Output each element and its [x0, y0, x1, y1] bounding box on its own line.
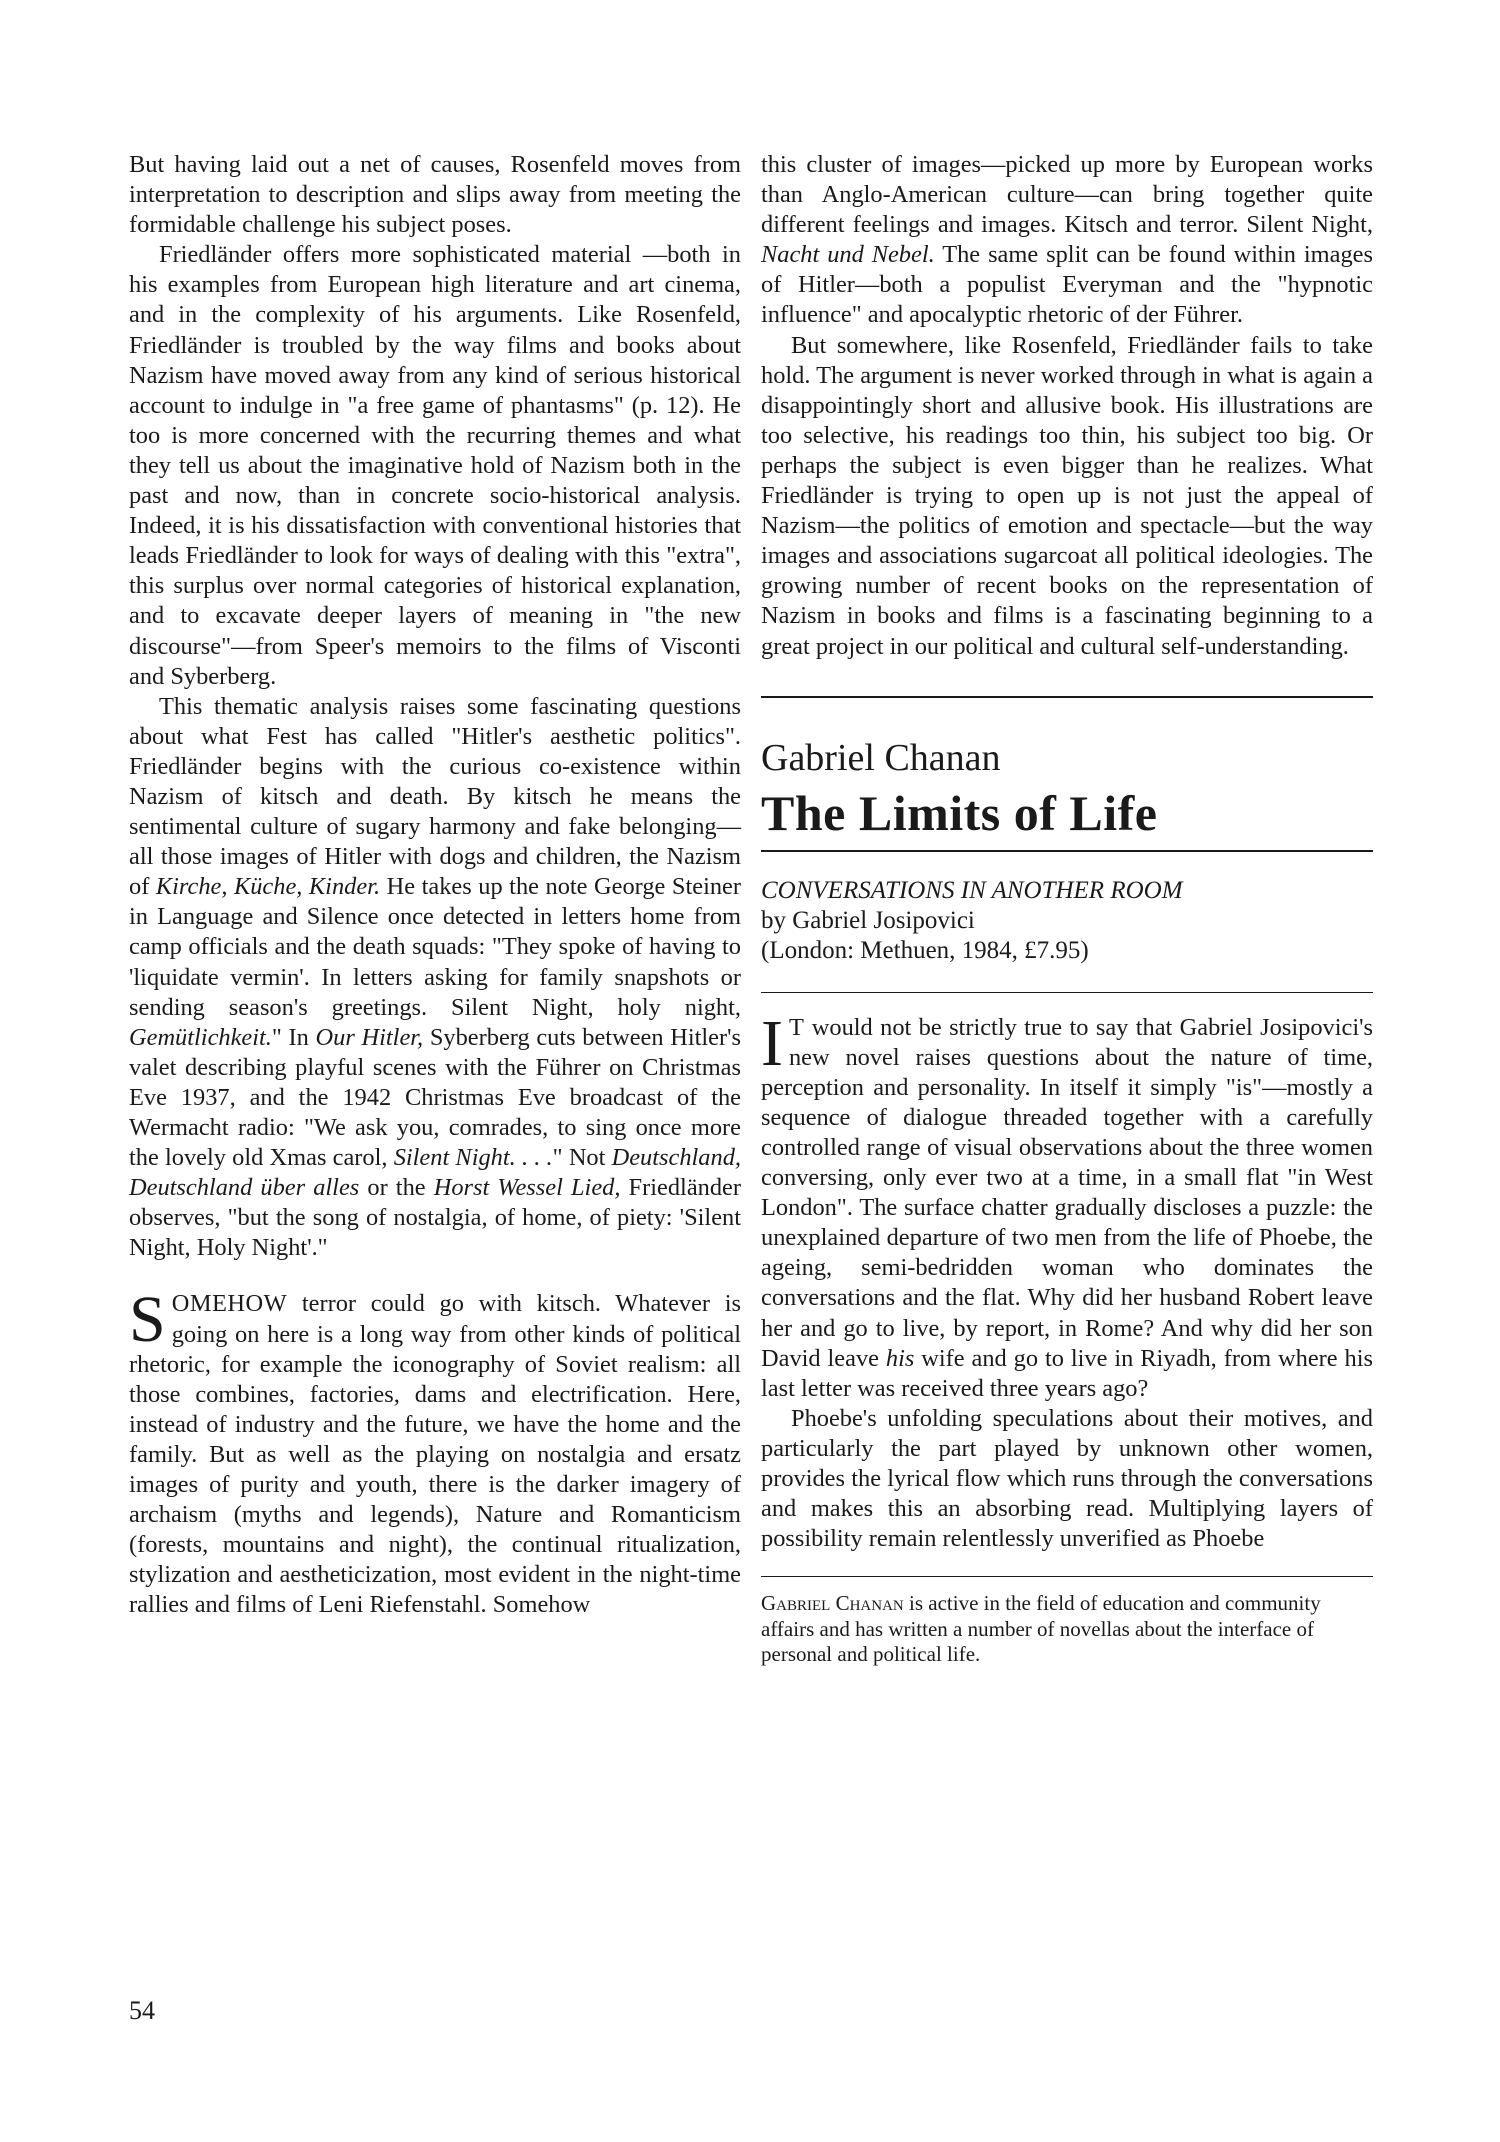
paragraph: But having laid out a net of causes, Rosenfeld moves from interpretation to description and slips away from meeting the formidable challenge his subject poses. [129, 151, 741, 239]
paragraph: Friedländer offers more sophisticated material —both in his examples from European high literature and art cinema, and in the complexity of his arguments. Like Rosenfeld, Friedländer is troubled by the way films and books about Nazism have moved away from any kind of serious historical account to indulge in "a free game of phantasms" (p. 12). He too is more concerned with the recurring themes and what they tell us about the imaginative hold of Nazism both in the past and now, than in concrete socio-historical analysis. Indeed, it is his dissatisfaction with conventional histories that leads Friedländer to look for ways of dealing with this "extra", this surplus over normal categories of historical explanation, and to excavate deeper layers of meaning in "the new discourse"—from Speer's memoirs to the films of Visconti and Syberberg. [129, 241, 741, 690]
book-info [761, 876, 1373, 966]
bio-divider [761, 1576, 1373, 1577]
paragraph: But somewhere, like Rosenfeld, Friedländer fails to take hold. The argument is never worked through in what is again a disappointingly short and allusive book. His illustrations are too selective, his readings too thin, his subject too big. Or perhaps the subject is even bigger than he realizes. What Friedländer is trying to open up is not just the appeal of Nazism—the politics of emotion and spectacle—but the way images and associations sugarcoat all political ideologies. The growing number of recent books on the representation of Nazism in books and films is a fascinating beginning to a great project in our political and cultural self-understanding. [761, 331, 1373, 660]
section-gap [129, 1263, 741, 1289]
paragraph: This thematic analysis raises some fascinating questions about what Fest has called "Hitler's aesthetic politics". Friedländer begins with the curious co-existence within Nazism of kitsch and death. By kitsch he means the sentimental culture of sugary harmony and fake belonging—all those images of Hitler with dogs and children, the Nazism of Kirche, Küche, Kinder. He takes up the note George Steiner in Language and Silence once detected in letters home from camp officials and the death squads: "They spoke of having to 'liquidate vermin'. In letters asking for family snapshots or sending season's greetings. Silent Night, holy night, Gemütlichkeit." In Our Hitler, Syberberg cuts between Hitler's valet describing playful scenes with the Führer on Christmas Eve 1937, and the 1942 Christmas Eve broadcast of the Wermacht radio: "We ask you, comrades, to sing once more the lovely old Xmas carol, Silent Night. . . ." Not Deutschland, Deutschland über alles or the Horst Wessel Lied, Friedländer observes, "but the song of nostalgia, of home, of piety: 'Silent Night, Holy Night'." [129, 692, 741, 1262]
paragraph: SOMEHOW terror could go with kitsch. Whatever is going on here is a long way from other kinds of political rhetoric, for example the iconography of Soviet realism: all those combines, factories, dams and electrification. Here, instead of industry and the future, we have the home and the family. But as well as the playing on nostalgia and ersatz images of purity and youth, there is the darker imagery of archaism (myths and legends), Nature and Romanticism (forests, mountains and night), the continual ritualization, stylization and aestheticization, most evident in the night-time rallies and films of Leni Riefenstahl. Somehow [129, 1283, 741, 1619]
bookinfo-divider [761, 992, 1373, 993]
author-bio: Gabriel Chanan is active in the field of education and community affairs and has written a number of novellas about the interface of personal and political life. [761, 1591, 1321, 1667]
left-column [129, 150, 741, 1621]
right-column [761, 150, 1373, 1668]
book-author: by Gabriel Josipovici [761, 906, 975, 934]
article-title: The Limits of Life [761, 784, 1158, 841]
paragraph: I T would not be strictly true to say that Gabriel Josipovici's new novel raises questions about the nature of time, perception and personality. In itself it simply "is"—mostly a sequence of dialogue threaded together with a carefully controlled range of visual observations about the three women conversing, only ever two at a time, in a small flat "in West London". The surface chatter gradually discloses a puzzle: the unexplained departure of two men from the life of Phoebe, the ageing, semi-bedridden woman who dominates the conversations and the flat. Why did her husband Robert leave her and go to live, by report, in Rome? And why did her son David leave his wife and go to live in Riyadh, from where his last letter was received three years ago? [761, 1006, 1373, 1402]
review-author: Gabriel Chanan [761, 736, 1001, 779]
section-divider [761, 696, 1373, 698]
title-divider [761, 850, 1373, 852]
book-publisher: (London: Methuen, 1984, £7.95) [761, 936, 1089, 964]
page-number: 54 [129, 1996, 155, 2025]
paragraph: Phoebe's unfolding speculations about their motives, and particularly the part played by unknown other women, provides the lyrical flow which runs through the conversations and makes this an absorbing read. Multiplying layers of possibility remain relentlessly unverified as Phoebe [761, 1404, 1373, 1553]
drop-cap: I [761, 1006, 783, 1080]
paragraph: this cluster of images—picked up more by European works than Anglo-American culture—can bring together quite different feelings and images. Kitsch and terror. Silent Night, Nacht und Nebel. The same split can be found within images of Hitler—both a populist Everyman and the "hypnotic influence" and apocalyptic rhetoric of der Führer. [761, 151, 1373, 329]
book-title: CONVERSATIONS IN ANOTHER ROOM [761, 876, 1183, 904]
drop-cap: S [129, 1283, 166, 1357]
